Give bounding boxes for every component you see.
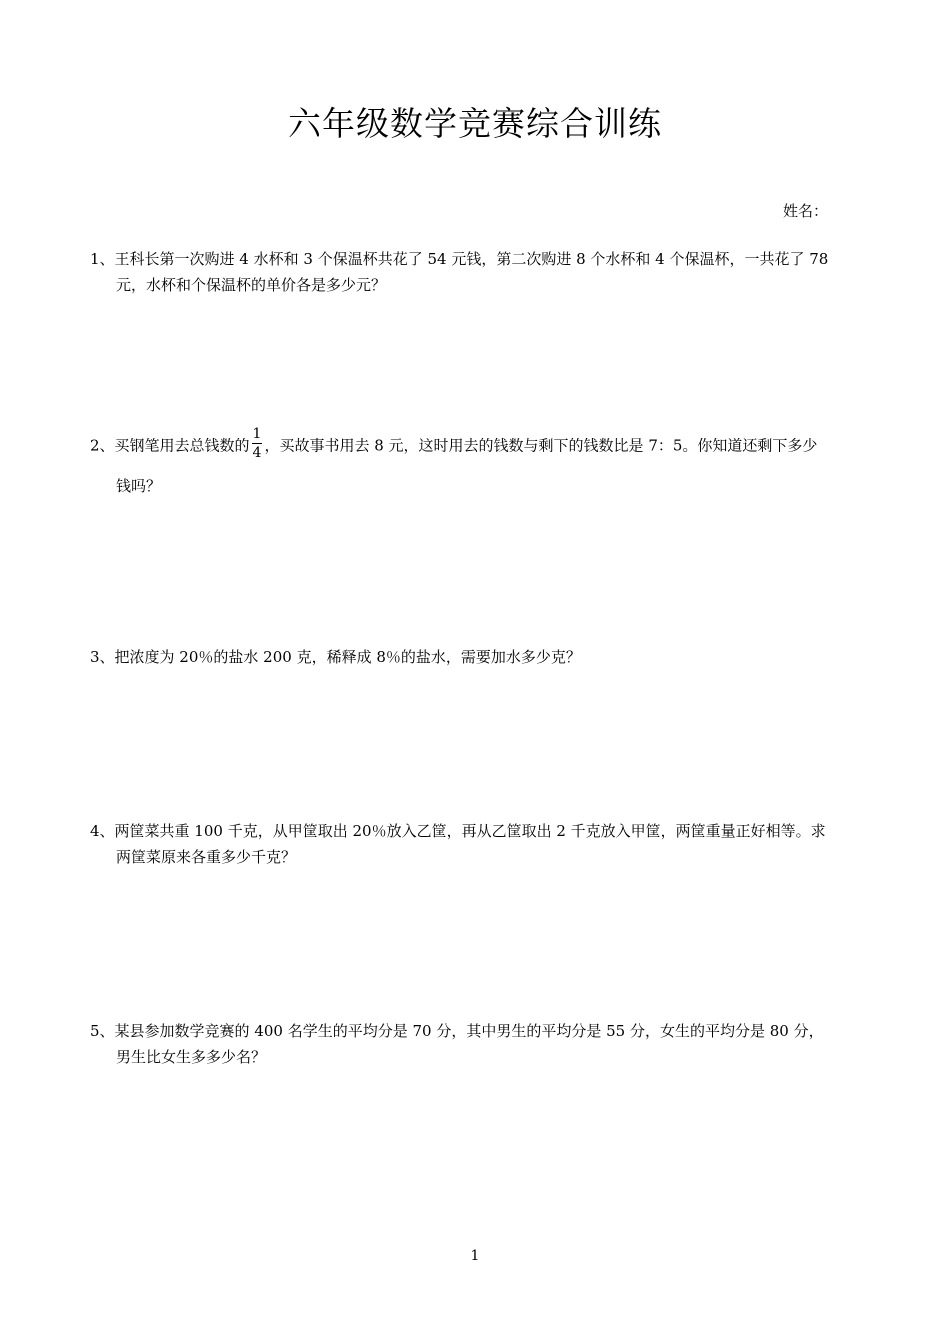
question-4-line-2: 两筐菜原来各重多少千克？ [116, 848, 297, 866]
page-title: 六年级数学竞赛综合训练 [288, 104, 662, 143]
question-1-line-2: 元，水杯和个保温杯的单价各是多少元？ [116, 276, 387, 294]
question-4-line-1: 4、两筐菜共重 100 千克，从甲筐取出 20％放入乙筐，再从乙筐取出 2 千克放入甲筐，两筐重量正好相等。求 [90, 822, 826, 840]
fraction-numerator: 1 [252, 426, 262, 442]
page-number: 1 [470, 1248, 480, 1264]
question-4 [90, 818, 870, 870]
question-1 [90, 246, 870, 298]
question-5-line-1: 5、某县参加数学竞赛的 400 名学生的平均分是 70 分，其中男生的平均分是 55 分，女生的平均分是 80 分， [90, 1022, 824, 1040]
question-3 [90, 644, 870, 670]
question-2-text-after-fraction: ，买故事书用去 8 元，这时用去的钱数与剩下的钱数比是 7：5。你知道还剩下多少 [264, 436, 818, 455]
question-2-text-before-fraction: 2、买钢笔用去总钱数的 [90, 436, 250, 455]
name-label: 姓名： [783, 202, 829, 220]
question-2 [90, 428, 870, 499]
question-2-line-2: 钱吗？ [116, 477, 162, 495]
fraction-one-quarter [252, 425, 263, 462]
fraction-denominator: 4 [252, 445, 262, 461]
question-1-line-1: 1、王科长第一次购进 4 水杯和 3 个保温杯共花了 54 元钱，第二次购进 8 个水杯和 4 个保温杯，一共花了 78 [90, 250, 829, 268]
question-2-line-1 [90, 428, 870, 465]
question-5 [90, 1018, 870, 1070]
question-3-line-1: 3、把浓度为 20％的盐水 200 克，稀释成 8％的盐水，需要加水多少克？ [90, 648, 581, 666]
question-5-line-2: 男生比女生多多少名？ [116, 1048, 267, 1066]
